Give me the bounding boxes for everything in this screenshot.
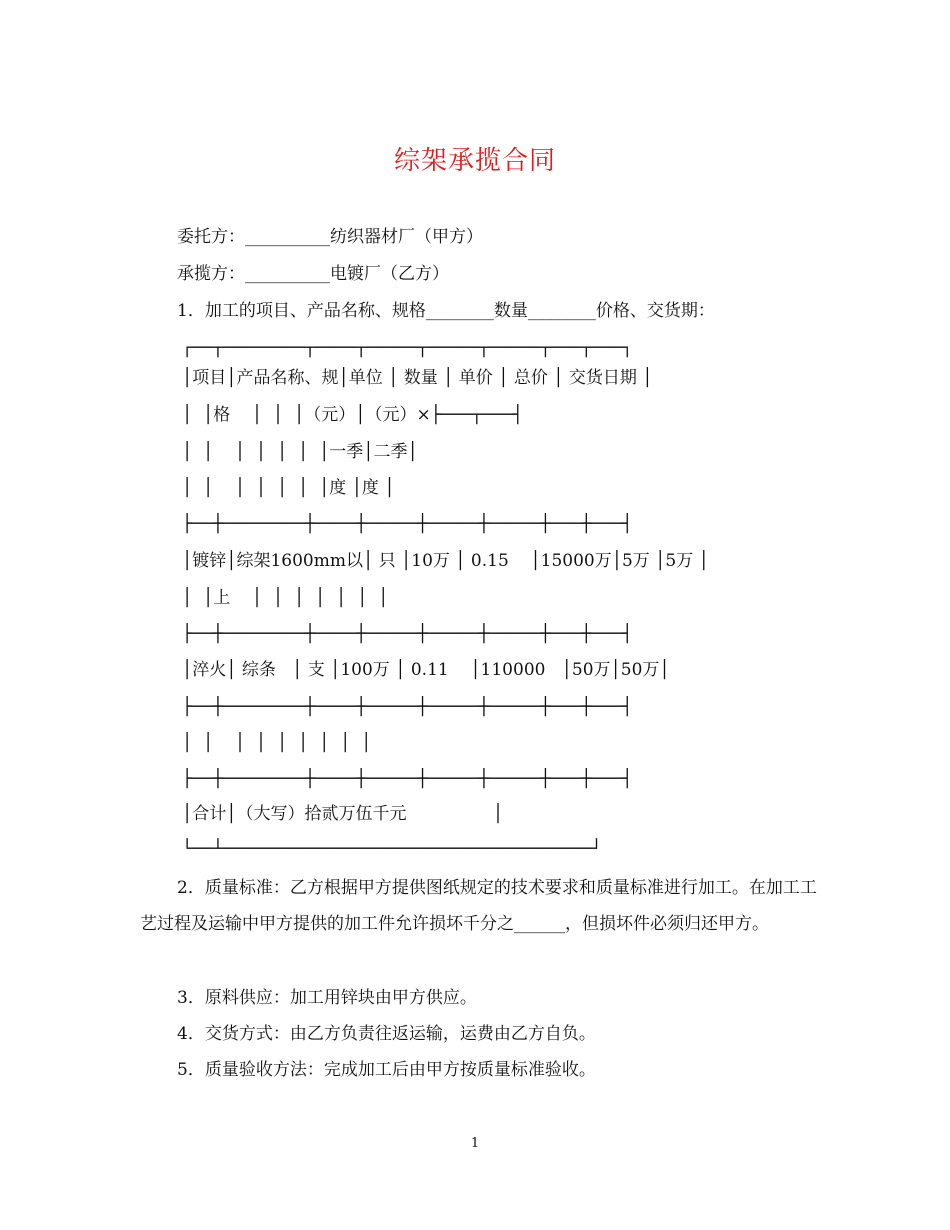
clause-4-paragraph: 4．交货方式：由乙方负责往返运输，运费由乙方自负。 [177, 1024, 596, 1044]
table-border-top: ┌──┬────────┬────┬─────┬─────┬─────┬───┬───┐ [182, 338, 633, 358]
table-header-row-4: │ │ │ │ │ │ │度 │度 │ [182, 478, 395, 498]
document-title: 综架承揽合同 [393, 146, 556, 176]
table-header-row-1: │项目│产品名称、规│单位 │ 数量 │ 单价 │ 总价 │ 交货日期 │ [182, 368, 653, 388]
table-row-quench: │淬火│ 综条 │ 支 │100万 │ 0.11 │110000 │50万│50万│ [182, 660, 670, 680]
table-row-galvanize-cont: │ │上 │ │ │ │ │ │ │ [182, 588, 389, 608]
table-row-total: │合计│（大写）拾贰万伍千元 │ [182, 804, 504, 824]
table-row-empty: │ │ │ │ │ │ │ │ │ [182, 733, 372, 753]
table-border-bottom: └──┴────────────────────────────────────┘ [182, 839, 602, 859]
clause-3-paragraph: 3．原料供应：加工用锌块由甲方供应。 [177, 988, 477, 1008]
table-header-row-2: │ │格 │ │ │（元）│（元）×├───┬───┤ [182, 405, 523, 425]
table-row-galvanize: │镀锌│综架1600mm以│ 只 │10万 │ 0.15 │15000万│5万 │5万 │ [182, 551, 709, 571]
table-divider-3: ├──┼────────┼────┼─────┼─────┼─────┼───┼───┤ [182, 697, 633, 717]
client-party-line: 委托方：__________纺织器材厂（甲方） [177, 227, 483, 247]
table-divider-1: ├──┼────────┼────┼─────┼─────┼─────┼───┼───┤ [182, 514, 633, 534]
clause-1-heading: 1．加工的项目、产品名称、规格________数量________价格、交货期： [177, 301, 715, 321]
table-divider-4: ├──┼────────┼────┼─────┼─────┼─────┼───┼───┤ [182, 769, 633, 789]
contractor-party-line: 承揽方：__________电镀厂（乙方） [177, 264, 449, 284]
table-header-row-3: │ │ │ │ │ │ │一季│二季│ [182, 442, 418, 462]
table-divider-2: ├──┼────────┼────┼─────┼─────┼─────┼───┼───┤ [182, 624, 633, 644]
page-number: 1 [470, 1136, 480, 1151]
clause-5-paragraph: 5．质量验收方法：完成加工后由甲方按质量标准验收。 [177, 1060, 596, 1080]
clause-2-paragraph: 2．质量标准：乙方根据甲方提供图纸规定的技术要求和质量标准进行加工。在加工工艺过程及运输中甲方提供的加工件允许损坏千分之______，但损坏件必须归还甲方。 [140, 878, 817, 934]
